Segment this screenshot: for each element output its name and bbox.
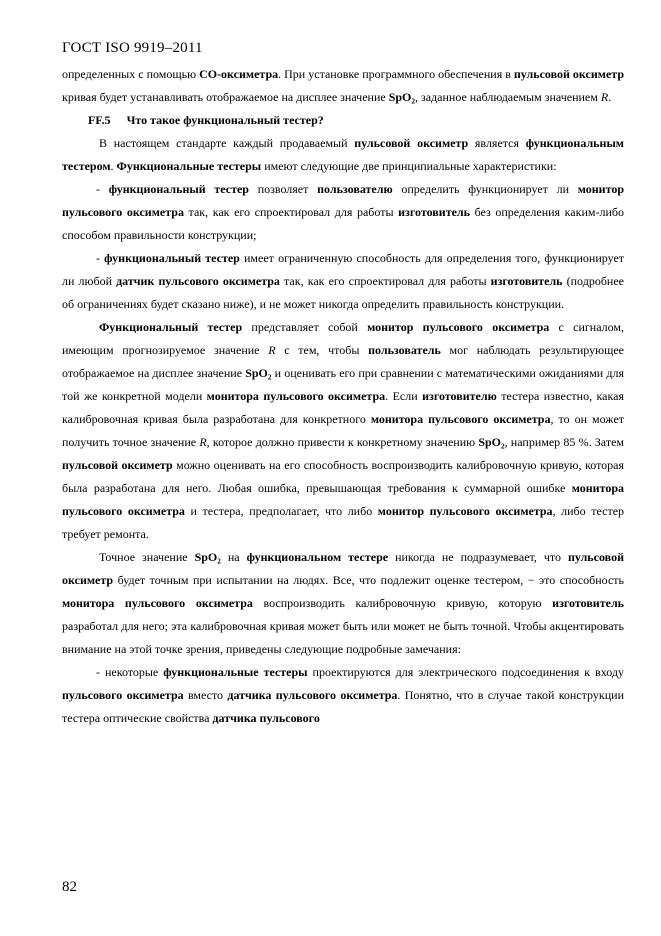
- section-heading: [62, 109, 624, 132]
- term-bold: монитора пульсового оксиметра: [62, 596, 253, 610]
- paragraph-4: Точное значение SpO₂ на функциональном тестере никогда не подразумевает, что пульсовой оксиметр будет точным при испытании на людях. Все, что подлежит оценке тестером, − это способность монитора пульсового оксиметра воспроизводить калибровочную кривую, которую изготовитель разработал для него; эта калибровочная кривая может быть или может не быть точной. Чтобы акцентировать внимание на этой точке зрения, приведены следующие подробные замечания:: [62, 550, 625, 656]
- term-bold: датчика пульсового оксиметра: [227, 688, 398, 702]
- list-item-2: - функциональный тестер имеет ограниченную способность для определения того, функционирует ли любой датчик пульсового оксиметра так, как его спроектировал для работы изготовитель (подробнее об ограничениях будет сказано ниже), и не может никогда определить правильность конструкции.: [62, 251, 625, 311]
- term-bold: SpO₂: [194, 550, 221, 564]
- term-bold: монитора пульсового оксиметра: [370, 412, 551, 426]
- symbol-italic: R: [600, 90, 609, 104]
- term-bold: монитор пульсового оксиметра: [62, 182, 625, 219]
- paragraph-2: В настоящем стандарте каждый продаваемый пульсовой оксиметр является функциональным тестером. Функциональные тестеры имеют следующие две принципиальные характеристики:: [62, 136, 624, 173]
- term-bold: монитора пульсового оксиметра: [206, 389, 386, 403]
- term-bold: датчик пульсового оксиметра: [116, 274, 280, 288]
- term-bold: Функциональный тестер: [99, 320, 243, 334]
- term-bold: пульсового оксиметра: [62, 688, 184, 702]
- term-bold: пульсовой оксиметр: [62, 458, 173, 472]
- term-bold: пульсовой оксиметр: [354, 136, 469, 150]
- term-bold: монитора пульсового оксиметра: [62, 481, 624, 518]
- term-bold: SpO₂: [388, 90, 415, 104]
- term-bold: CO-оксиметра: [199, 67, 279, 81]
- term-bold: функциональные тестеры: [163, 665, 308, 679]
- section-number: FF.5: [88, 113, 111, 127]
- term-bold: монитор пульсового оксиметра: [377, 504, 553, 518]
- term-bold: функциональный тестер: [108, 182, 249, 196]
- term-bold: изготовителю: [422, 389, 497, 403]
- term-bold: изготовитель: [552, 596, 625, 610]
- symbol-italic: R: [199, 435, 207, 449]
- paragraph-3: Функциональный тестер представляет собой монитор пульсового оксиметра с сигналом, имеющим прогнозируемое значение R с тем, чтобы пользователь мог наблюдать результирующее отображаемое на дисплее значение SpO₂ и оценивать его при сравнении с математическими ожиданиями для той же конкретной модели монитора пульсового оксиметра. Если изготовителю тестера известно, какая калибровочная кривая была разработана для конкретного монитора пульсового оксиметра, то он может получить точное значение R, которое должно привести к конкретному значению SpO₂, например 85 %. Затем пульсовой оксиметр можно оценивать на его способность воспроизводить калибровочную кривую, которая была разработана для него. Любая ошибка, превышающая требования к суммарной ошибке монитора пульсового оксиметра и тестера, предполагает, что либо монитор пульсового оксиметра, либо тестер требует ремонта.: [62, 320, 625, 541]
- page-number: 82: [62, 879, 77, 895]
- term-bold: датчика пульсового: [212, 711, 320, 725]
- list-item-3: - некоторые функциональные тестеры проектируются для электрического подсоединения к входу пульсового оксиметра вместо датчика пульсового оксиметра. Понятно, что в случае такой конструкции тестера оптические свойства датчика пульсового: [62, 665, 625, 725]
- term-bold: монитор пульсового оксиметра: [367, 320, 550, 334]
- paragraph-1: определенных с помощью CO-оксиметра. При установке программного обеспечения в пульсовой оксиметр кривая будет устанавливать отображаемое на дисплее значение SpO₂, заданное наблюдаемым значением R.: [62, 67, 624, 104]
- term-bold: изготовитель: [490, 274, 563, 288]
- list-item-1: - функциональный тестер позволяет пользователю определить функционирует ли монитор пульсового оксиметра так, как его спроектировал для работы изготовитель без определения каким-либо способом правильности конструкции;: [62, 182, 625, 242]
- term-bold: пользователь: [368, 343, 441, 357]
- term-bold: пульсовой оксиметр: [513, 67, 624, 81]
- term-bold: функциональный тестер: [104, 251, 240, 265]
- section-title: Что такое функциональный тестер?: [126, 113, 324, 127]
- term-bold: SpO₂: [478, 435, 505, 449]
- term-bold: функциональным тестером: [62, 136, 624, 173]
- term-bold: изготовитель: [398, 205, 470, 219]
- page-header: ГОСТ ISO 9919–2011: [62, 40, 203, 56]
- term-bold: SpO₂: [245, 366, 272, 380]
- body-text: [62, 63, 624, 730]
- term-bold: пульсовой оксиметр: [62, 550, 624, 587]
- symbol-italic: R: [268, 343, 276, 357]
- term-bold: функциональном тестере: [246, 550, 389, 564]
- term-bold: пользователю: [317, 182, 393, 196]
- term-bold: Функциональные тестеры: [116, 159, 262, 173]
